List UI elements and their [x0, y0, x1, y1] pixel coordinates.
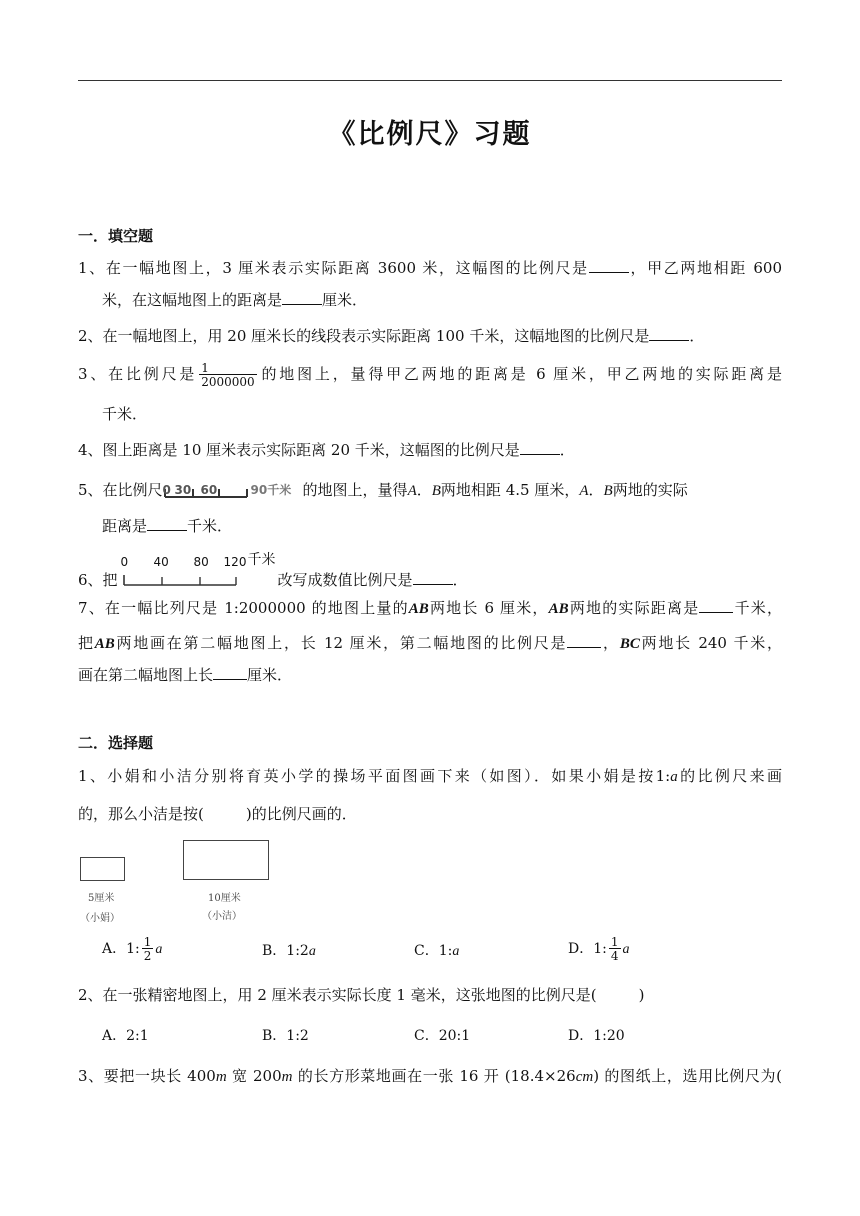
option-c[interactable]: C．1:a — [414, 943, 460, 959]
answer-blank[interactable] — [589, 258, 629, 273]
answer-blank[interactable] — [699, 598, 733, 613]
choice-2: 2、在一张精密地图上，用 2 厘米表示实际长度 1 毫米，这张地图的比例尺是( ) — [78, 986, 645, 1004]
line-scale-image — [163, 481, 303, 501]
question-3-line-2: 千米． — [102, 405, 148, 423]
answer-blank[interactable] — [213, 665, 247, 680]
scale-tick-label: 90千米 — [250, 483, 292, 497]
choice-1-line-1: 1、小娟和小洁分别将育英小学的操场平面图画下来（如图）．如果小娟是按1:a的比例尺来画 — [78, 767, 782, 785]
question-7-line-2: 把AB两地画在第二幅地图上，长 12 厘米，第二幅地图的比例尺是 ，BC两地长 240 千米， — [78, 634, 782, 652]
scale-tick-label: 80 — [193, 555, 209, 569]
section-heading-fill-in: 一．填空题 — [78, 227, 154, 245]
answer-blank[interactable] — [520, 440, 560, 455]
choice-1-options — [102, 936, 702, 966]
question-5-line-1: 5、在比例尺 0 30 60 90千米 的地图上，量得A．B两地相距 4.5 厘米，A．B两地的实际 — [78, 481, 688, 499]
question-1-line-2: 米，在这幅地图上的距离是 厘米． — [102, 291, 368, 309]
scale-tick-label: 0 — [120, 555, 129, 569]
answer-blank[interactable] — [282, 290, 322, 305]
answer-blank[interactable] — [413, 570, 453, 585]
xiaojuan-rectangle — [80, 857, 125, 881]
page-title: 《比例尺》习题 — [328, 119, 532, 150]
answer-blank[interactable] — [567, 633, 601, 648]
option-a[interactable]: A．2:1 — [102, 1028, 149, 1044]
scale-unit-label: 千米 — [247, 552, 276, 568]
question-5-line-2: 距离是 千米． — [102, 517, 233, 535]
scale-tick-label: 120 — [223, 555, 247, 569]
section-heading-choice: 二．选择题 — [78, 734, 154, 752]
option-b[interactable]: B．1:2 — [262, 1028, 309, 1044]
question-1-line-1: 1、在一幅地图上，3 厘米表示实际距离 3600 米，这幅图的比例尺是 ，甲乙两地相距 600 — [78, 259, 782, 277]
choice-3: 3、要把一块长 400m 宽 200m 的长方形菜地画在一张 16 开 (18.4×26cm) 的图纸上，选用比例尺为( — [78, 1067, 782, 1085]
scale-tick-label: 0 — [162, 483, 171, 497]
header-rule — [78, 80, 782, 81]
choice-2-options — [102, 1025, 702, 1047]
figure-caption: 10厘米 — [208, 893, 241, 904]
line-scale-image — [118, 552, 278, 591]
option-d[interactable]: D．1:20 — [568, 1028, 625, 1044]
scale-tick-label: 60 — [200, 483, 218, 497]
figure-caption: （小洁） — [202, 911, 242, 922]
scale-tick-label: 30 — [174, 483, 192, 497]
question-7-line-3: 画在第二幅地图上长 厘米． — [78, 666, 293, 684]
option-d[interactable]: D．1: $\frac{1}{4}$ a — [568, 935, 630, 963]
option-b[interactable]: B．1:2a — [262, 943, 316, 959]
option-c[interactable]: C．20:1 — [414, 1028, 471, 1044]
question-4: 4、图上距离是 10 厘米表示实际距离 20 千米，这幅图的比例尺是 ． — [78, 441, 575, 459]
figure-caption: 5厘米 — [88, 893, 115, 904]
scale-tick-label: 40 — [153, 555, 169, 569]
answer-blank[interactable] — [649, 326, 689, 341]
scale-fraction: $\frac{1}{2000000}$ — [201, 361, 255, 389]
choice-1-line-2: 的，那么小洁是按( )的比例尺画的． — [78, 805, 357, 823]
question-6: 6、把 0 40 80 120 千米 改写成数值比例尺是 ． — [78, 563, 782, 591]
question-2: 2、在一幅地图上，用 20 厘米长的线段表示实际距离 100 千米，这幅地图的比例尺是 ． — [78, 327, 705, 345]
xiaojie-rectangle — [183, 840, 269, 880]
question-7-line-1: 7、在一幅比列尺是 1:2000000 的地图上量的AB两地长 6 厘米，AB两地的实际距离是 千米， — [78, 599, 782, 617]
figure-caption: （小娟） — [80, 913, 120, 924]
option-a[interactable]: A．1: $\frac{1}{2}$ a — [102, 935, 163, 963]
question-3-line-1: 3、在比例尺是 $\frac{1}{2000000}$ 的地图上，量得甲乙两地的距离是 6 厘米，甲乙两地的实际距离是 — [78, 361, 782, 389]
answer-blank[interactable] — [147, 516, 187, 531]
